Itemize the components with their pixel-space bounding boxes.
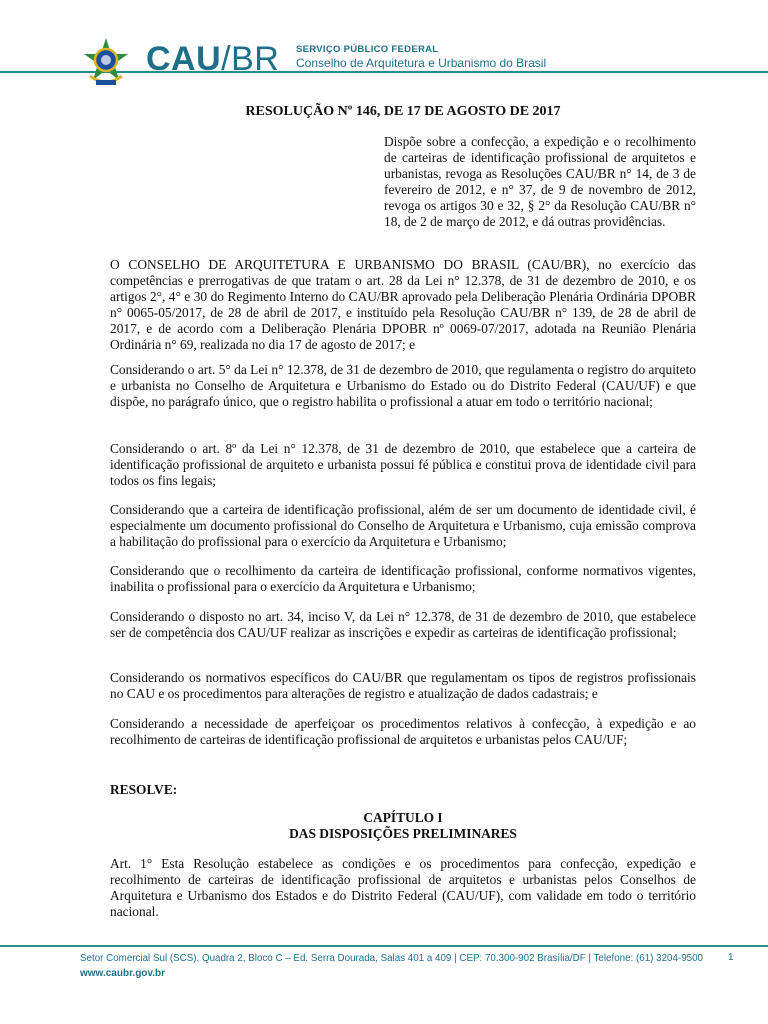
considerando-paragraph: Considerando que a carteira de identificação profissional, além de ser um documento de identidade civil, é especialmente um documento profissional do Conselho de Arquitetura e Urbanismo, cuja emissão comprova a habilitação do profissional para o exercício da Arquitetura e Urbanismo;	[110, 502, 696, 549]
brand-suffix: BR	[231, 40, 280, 78]
footer-website[interactable]: www.caubr.gov.br	[80, 968, 166, 979]
resolve-heading: RESOLVE:	[110, 782, 178, 797]
chapter-number: CAPÍTULO I	[363, 810, 443, 825]
considerando-paragraph: Considerando o art. 8º da Lei n° 12.378, de 31 de dezembro de 2010, que estabelece que a carteira de identificação profissional de arquiteto e urbanista possui fé pública e constitui prova de identidade civil para todos os fins legais;	[110, 441, 696, 488]
brand-main: CAU	[146, 40, 222, 78]
brasil-coat-of-arms-icon	[80, 36, 132, 88]
footer-rule	[0, 945, 768, 947]
considerando-paragraph: Considerando os normativos específicos do CAU/BR que regulamentam os tipos de registros profissionais no CAU e os procedimentos para alterações de registro e atualização de dados cadastrais; e	[110, 670, 696, 701]
page-number: 1	[728, 952, 734, 963]
brand-slash: /	[221, 40, 232, 78]
ementa: Dispõe sobre a confecção, a expedição e o recolhimento de carteiras de identificação profissional de arquitetos e urbanistas, revoga as Resoluções CAU/BR n° 14, de 3 de fevereiro de 2012, e n° 37, de 9 de novembro de 2012, revoga os artigos 30 e 32, § 2° da Resolução CAU/BR n° 18, de 2 de março de 2012, e dá outras providências.	[384, 134, 696, 229]
article-1: Art. 1° Esta Resolução estabelece as condições e os procedimentos para confecção, expedição e recolhimento de carteiras de identificação profissional de arquitetos e urbanistas pelos Conselhos de Arquitetura e Urbanismo dos Estados e do Distrito Federal (CAU/UF), com validade em todo o território nacional.	[110, 856, 696, 919]
chapter-name: DAS DISPOSIÇÕES PRELIMINARES	[289, 826, 517, 841]
footer-address: Setor Comercial Sul (SCS), Quadra 2, Bloco C – Ed. Serra Dourada, Salas 401 a 409 | CEP: 70.300-902 Brasília/DF | Telefone: (61) 3204-9500	[80, 953, 703, 964]
considerando-paragraph: Considerando o art. 5° da Lei n° 12.378, de 31 de dezembro de 2010, que regulamenta o registro do arquiteto e urbanista no Conselho de Arquitetura e Urbanismo do Estado ou do Distrito Federal (CAU/UF) e que dispõe, no parágrafo único, que o registro habilita o profissional a atuar em todo o território nacional;	[110, 362, 696, 409]
header-line1: SERVIÇO PÚBLICO FEDERAL	[296, 44, 439, 55]
header-line2: Conselho de Arquitetura e Urbanismo do Brasil	[296, 56, 547, 70]
considerando-paragraph: Considerando o disposto no art. 34, inciso V, da Lei n° 12.378, de 31 de dezembro de 2010, que estabelece ser de competência dos CAU/UF realizar as inscrições e expedir as carteiras de identificação profissional;	[110, 609, 696, 640]
preamble-paragraph: O CONSELHO DE ARQUITETURA E URBANISMO DO BRASIL (CAU/BR), no exercício das competências e prerrogativas de que tratam o art. 28 da Lei n° 12.378, de 31 de dezembro de 2010, e os artigos 2°, 4° e 30 do Regimento Interno do CAU/BR aprovado pela Deliberação Plenária Ordinária DPOBR n° 0065-05/2017, de 28 de abril de 2017, e instituído pela Resolução CAU/BR n° 139, de 28 de abril de 2017, e de acordo com a Deliberação Plenária DPOBR nº 0069-07/2017, adotada na Reunião Plenária Ordinária n° 69, realizada no dia 17 de agosto de 2017; e	[110, 257, 696, 352]
resolution-title: RESOLUÇÃO Nº 146, DE 17 DE AGOSTO DE 2017	[245, 104, 561, 119]
considerando-paragraph: Considerando que o recolhimento da carteira de identificação profissional, conforme normativos vigentes, inabilita o profissional para o exercício da Arquitetura e Urbanismo;	[110, 563, 696, 594]
brand-logo	[146, 40, 279, 79]
considerando-paragraph: Considerando a necessidade de aperfeiçoar os procedimentos relativos à confecção, à expedição e ao recolhimento de carteiras de identificação profissional de arquitetos e urbanistas pelos CAU/UF;	[110, 716, 696, 747]
